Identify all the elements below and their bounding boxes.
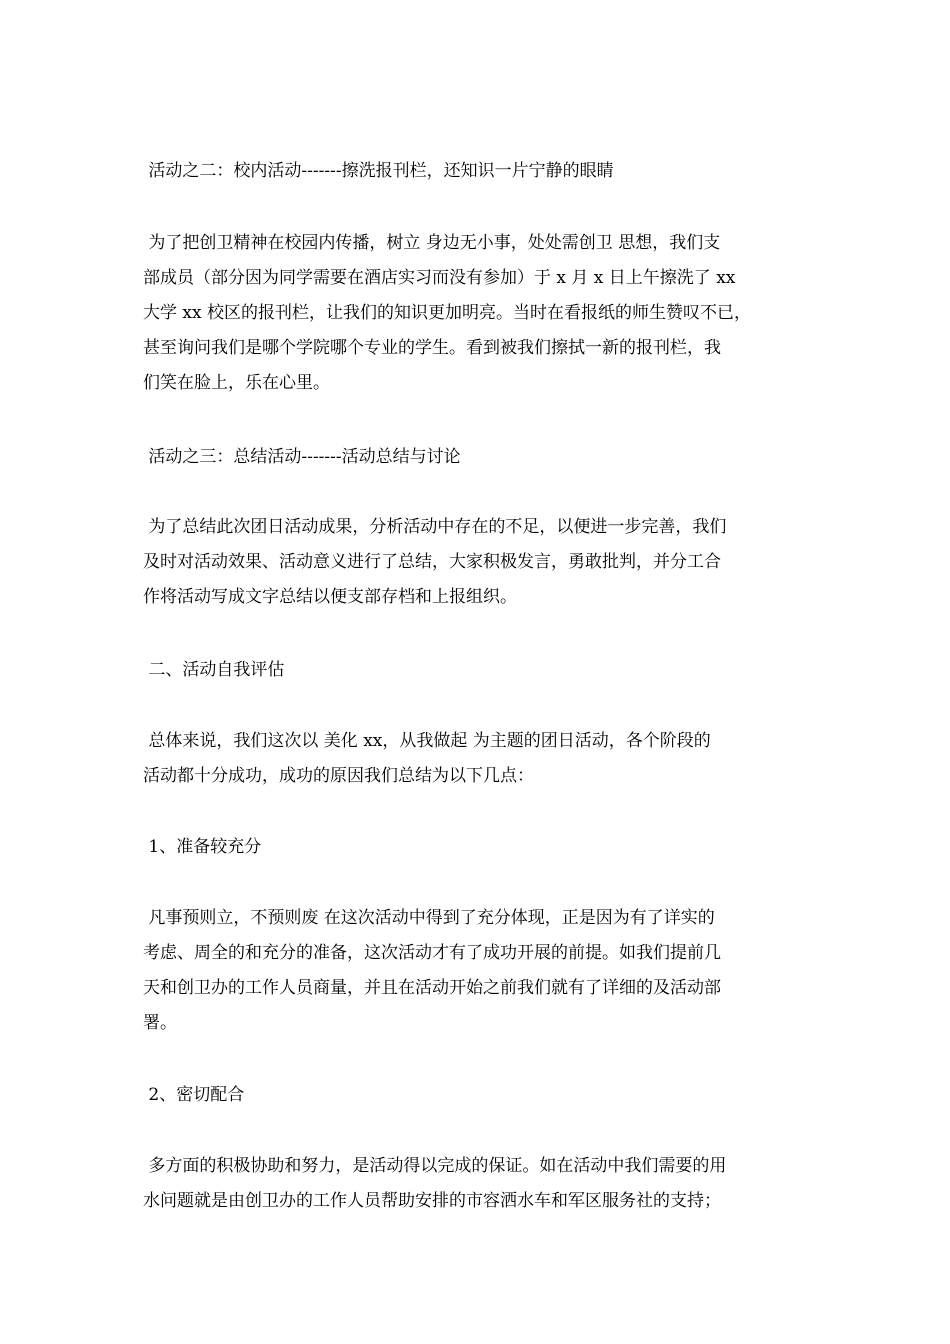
paragraph-line: 署。 <box>143 1013 177 1033</box>
paragraph-line: 为了总结此次团日活动成果，分析活动中存在的不足，以便进一步完善，我们 <box>143 517 727 537</box>
paragraph-line: 甚至询问我们是哪个学院哪个专业的学生。看到被我们擦拭一新的报刊栏，我 <box>143 338 721 358</box>
heading-point-one: 1、准备较充分 <box>143 837 262 857</box>
paragraph-line: 及时对活动效果、活动意义进行了总结，大家积极发言，勇敢批判，并分工合 <box>143 552 721 572</box>
paragraph-line: 大学 xx 校区的报刊栏，让我们的知识更加明亮。当时在看报纸的师生赞叹不已， <box>143 303 751 323</box>
heading-point-two: 2、密切配合 <box>143 1085 245 1105</box>
paragraph-line: 们笑在脸上，乐在心里。 <box>143 373 330 393</box>
paragraph-line: 多方面的积极协助和努力，是活动得以完成的保证。如在活动中我们需要的用 <box>143 1156 727 1176</box>
paragraph-line: 天和创卫办的工作人员商量，并且在活动开始之前我们就有了详细的及活动部 <box>143 978 721 998</box>
paragraph-line: 作将活动写成文字总结以便支部存档和上报组织。 <box>143 587 517 607</box>
paragraph-line: 为了把创卫精神在校园内传播，树立 身边无小事，处处需创卫 思想，我们支 <box>143 233 721 253</box>
paragraph-line: 活动都十分成功，成功的原因我们总结为以下几点： <box>143 766 534 786</box>
paragraph-line: 凡事预则立，不预则废 在这次活动中得到了充分体现，正是因为有了详实的 <box>143 908 715 928</box>
paragraph-line: 总体来说，我们这次以 美化 xx，从我做起 为主题的团日活动，各个阶段的 <box>143 731 711 751</box>
paragraph-line: 水问题就是由创卫办的工作人员帮助安排的市容洒水车和军区服务社的支持； <box>143 1191 721 1211</box>
heading-self-evaluation: 二、活动自我评估 <box>143 660 285 680</box>
paragraph-line: 部成员（部分因为同学需要在酒店实习而没有参加）于 x 月 x 日上午擦洗了 xx <box>143 268 736 288</box>
heading-activity-two: 活动之二：校内活动-------擦洗报刊栏，还知识一片宁静的眼睛 <box>143 161 614 181</box>
paragraph-line: 考虑、周全的和充分的准备，这次活动才有了成功开展的前提。如我们提前几 <box>143 943 721 963</box>
heading-activity-three: 活动之三：总结活动-------活动总结与讨论 <box>143 447 461 467</box>
